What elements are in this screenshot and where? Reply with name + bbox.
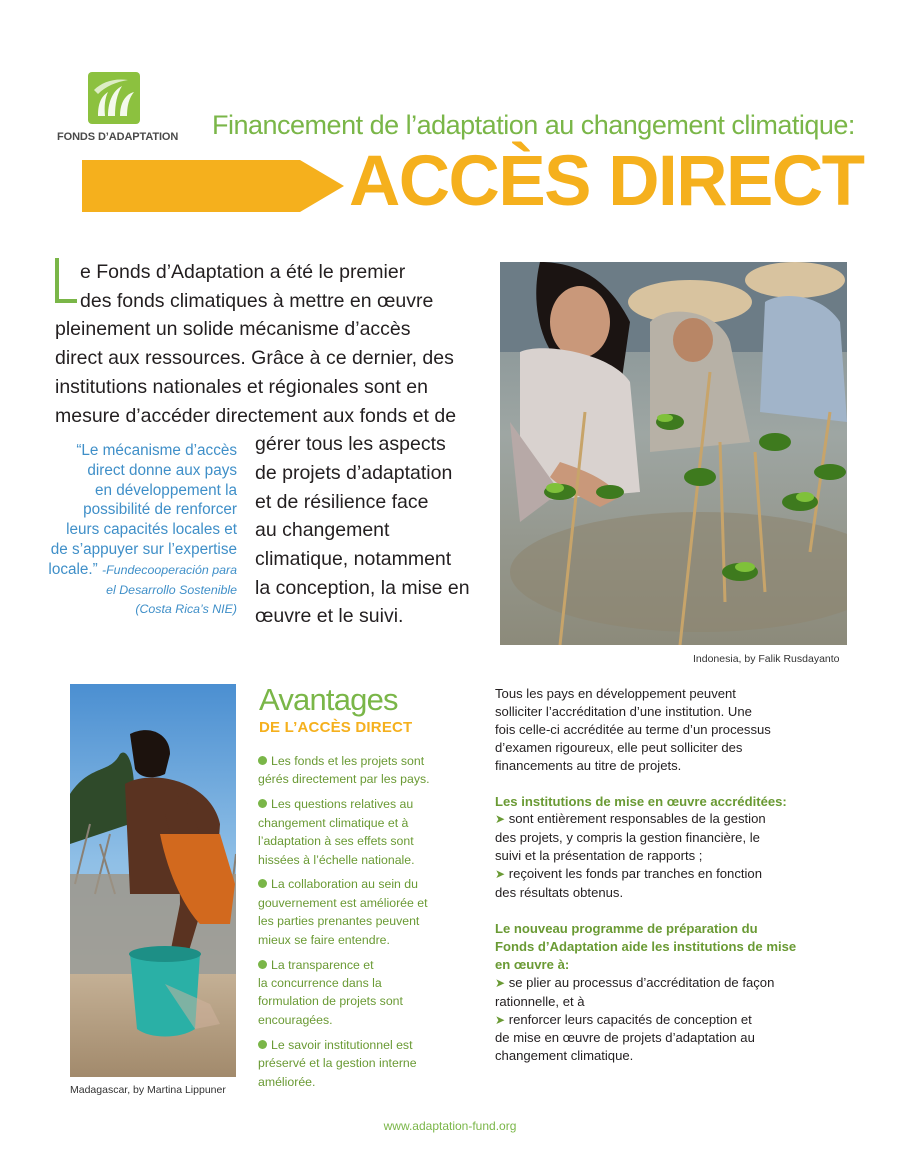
intro-line: gérer tous les aspects (255, 433, 446, 456)
advantage-text: Les fonds et les projets sont (271, 754, 425, 768)
body-line: fois celle-ci accréditée au terme d’un processus (495, 721, 771, 737)
bullet-dot-icon (258, 879, 267, 888)
body-line: se plier au processus d’accréditation de façon (508, 974, 775, 990)
advantage-text: Le savoir institutionnel est (271, 1037, 413, 1052)
intro-line: et de résilience face (255, 490, 429, 513)
pull-quote (30, 441, 237, 620)
madagascar-photo (70, 684, 236, 1077)
page-title: ACCÈS DIRECT (349, 142, 864, 221)
quote-attribution: el Desarrollo Sostenible (106, 582, 237, 597)
intro-line: de projets d’adaptation (255, 461, 453, 484)
intro-line: e Fonds d’Adaptation a été le premier (80, 261, 406, 283)
bullet-dot-icon (258, 1040, 267, 1049)
advantage-text: la concurrence dans la (258, 975, 382, 990)
quote-line: possibilité de renforcer (83, 501, 237, 519)
quote-line: “Le mécanisme d’accès (76, 442, 237, 459)
bullet-dot-icon (258, 799, 267, 808)
advantage-text: encouragées. (258, 1012, 333, 1027)
list-item (258, 956, 458, 1030)
quote-attribution: -Fundecooperación para (101, 562, 237, 577)
advantage-text: l’adaptation à ses effets sont (258, 834, 414, 849)
intro-line: des fonds climatiques à mettre en œuvre (80, 289, 434, 312)
bullet-dot-icon (258, 756, 267, 765)
section-heading: en œuvre à: (495, 956, 570, 972)
body-line: financements au titre de projets. (495, 757, 682, 773)
list-item (258, 752, 458, 789)
indonesia-caption: Indonesia, by Falik Rusdayanto (693, 653, 840, 665)
list-item (258, 1036, 458, 1091)
intro-line: la conception, la mise en (255, 576, 470, 599)
dropcap-letter (55, 258, 77, 303)
indonesia-photo (500, 262, 847, 645)
body-line: changement climatique. (495, 1048, 634, 1064)
page-subtitle: Financement de l’adaptation au changement climatique: (212, 110, 855, 140)
advantages-title: Avantages (259, 682, 398, 717)
advantage-text: Les questions relatives au (271, 797, 414, 812)
list-item (258, 875, 458, 949)
intro-line: institutions nationales et régionales sont en (55, 375, 428, 398)
list-item (258, 795, 458, 869)
advantages-subtitle: DE L’ACCÈS DIRECT (259, 719, 413, 736)
body-line: suivi et la présentation de rapports ; (495, 848, 703, 864)
section-heading: Fonds d’Adaptation aide les institutions de mise (495, 938, 797, 954)
body-line: reçoivent les fonds par tranches en fonction (508, 866, 762, 882)
advantages-list (258, 752, 458, 1097)
bullet-dot-icon (258, 960, 267, 969)
advantage-text: gouvernement est améliorée et (258, 895, 428, 910)
section-heading: Les institutions de mise en œuvre accréditées: (495, 793, 787, 809)
advantage-text: les parties prenantes peuvent (258, 914, 420, 929)
intro-line: direct aux ressources. Grâce à ce dernier, des (55, 347, 454, 370)
advantage-text: La transparence et (271, 957, 374, 972)
body-line: Tous les pays en développement peuvent (495, 686, 736, 701)
intro-line: au changement (255, 519, 390, 542)
advantage-text: formulation de projets sont (258, 994, 403, 1009)
advantage-text: hissées à l’échelle nationale. (258, 852, 415, 867)
body-line: de mise en œuvre de projets d’adaptation au (495, 1030, 755, 1046)
body-line: renforcer leurs capacités de conception et (508, 1011, 752, 1027)
quote-line: locale.” (48, 560, 98, 578)
arrow-bullet-icon: ➤ (495, 812, 506, 827)
arrow-bullet-icon: ➤ (495, 975, 506, 990)
body-line: solliciter l’accréditation d’une institution. Une (495, 703, 752, 719)
advantage-text: gérés directement par les pays. (258, 772, 430, 787)
footer-url[interactable]: www.adaptation-fund.org (383, 1119, 517, 1133)
advantage-text: préservé et la gestion interne (258, 1056, 417, 1071)
body-line: des résultats obtenus. (495, 885, 624, 901)
quote-line: de s’appuyer sur l’expertise (50, 540, 237, 558)
body-line: des projets, y compris la gestion financière, le (495, 830, 760, 846)
logo-text: FONDS D’ADAPTATION (57, 131, 179, 143)
madagascar-caption: Madagascar, by Martina Lippuner (70, 1084, 226, 1096)
quote-line: leurs capacités locales et (66, 521, 237, 539)
intro-line: œuvre et le suivi. (255, 605, 404, 628)
arrow-bullet-icon: ➤ (495, 867, 506, 882)
quote-line: direct donne aux pays (87, 461, 237, 479)
logo-mark-icon (88, 72, 140, 124)
advantage-text: changement climatique et à (258, 815, 409, 830)
advantage-text: La collaboration au sein du (271, 877, 418, 892)
body-line: d’examen rigoureux, elle peut solliciter des (495, 739, 743, 755)
advantage-text: mieux se faire entendre. (258, 932, 390, 947)
body-line: sont entièrement responsables de la gestion (508, 811, 766, 827)
section-heading: Le nouveau programme de préparation du (495, 920, 758, 936)
arrow-bullet-icon: ➤ (495, 1012, 506, 1027)
accreditation-column (495, 685, 825, 1065)
advantage-text: améliorée. (258, 1074, 316, 1089)
arrow-banner-icon (82, 160, 344, 212)
body-line: rationnelle, et à (495, 993, 585, 1009)
quote-line: en développement la (94, 481, 237, 499)
quote-attribution: (Costa Rica’s NIE) (135, 602, 237, 617)
intro-line: pleinement un solide mécanisme d’accès (55, 318, 411, 341)
intro-line: mesure d’accéder directement aux fonds et de (55, 404, 457, 427)
intro-line: climatique, notamment (255, 548, 452, 570)
